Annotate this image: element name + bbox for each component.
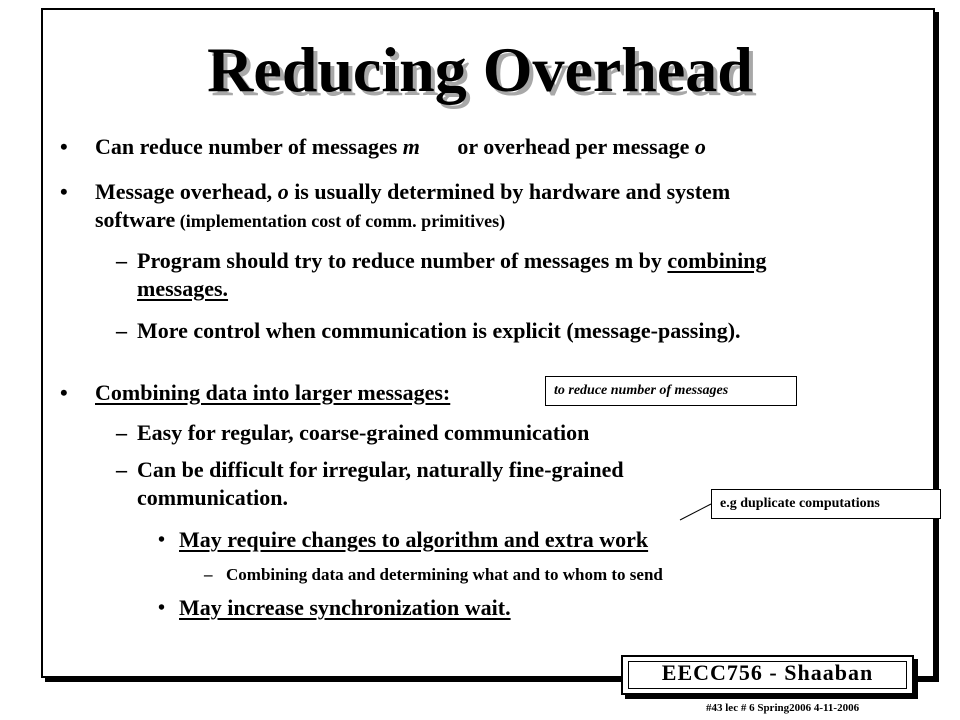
bullet-text: Message overhead, — [95, 179, 278, 204]
sub-text-underlined: combining — [667, 248, 767, 273]
sub-combining-line1 — [137, 248, 766, 274]
bullet-reduce-messages — [95, 134, 706, 160]
sub-difficult-line1: Can be difficult for irregular, naturally fine-grained — [137, 457, 624, 482]
bullet-text: is usually determined by hardware and system — [288, 179, 731, 204]
dash-marker: – — [116, 248, 127, 273]
sub-text: Program should try to reduce number of messages m by — [137, 248, 668, 273]
footer-meta: #43 lec # 6 Spring2006 4-11-2006 — [706, 702, 860, 714]
bullet-text: or overhead per message — [451, 134, 695, 159]
subsub-algorithm-changes: May require changes to algorithm and extra work — [179, 527, 649, 552]
sub-easy-regular: Easy for regular, coarse-grained communication — [137, 420, 590, 445]
dash-marker: – — [116, 420, 127, 445]
var-o: o — [277, 179, 289, 204]
var-m: m — [402, 134, 420, 159]
bullet-text: Can reduce number of messages — [95, 134, 403, 159]
bullet-marker: • — [60, 179, 68, 204]
subsub-sync-wait: May increase synchronization wait. — [179, 595, 511, 620]
sub-more-control: More control when communication is explicit (message-passing). — [137, 318, 741, 343]
bullet-marker: • — [60, 134, 68, 159]
sub-combining-line2 — [137, 276, 228, 302]
bullet-marker-small: • — [158, 597, 166, 619]
bullet-marker-small: • — [158, 529, 166, 551]
dash-marker-small: – — [204, 565, 213, 584]
var-o: o — [694, 134, 706, 159]
note-reduce-messages: to reduce number of messages — [545, 376, 797, 406]
bullet-overhead-line2 — [95, 207, 505, 234]
slide-title: Reducing Overhead — [207, 34, 753, 105]
bullet-overhead-line1 — [95, 179, 730, 205]
bullet-combining-data: Combining data into larger messages: — [95, 380, 451, 405]
bullet-text-small: (implementation cost of comm. primitives) — [175, 211, 506, 231]
footer-course-box — [621, 655, 914, 695]
sub-text-underlined: messages. — [137, 276, 229, 301]
detail-combining-data: Combining data and determining what and to whom to send — [226, 565, 663, 584]
note-duplicate-computations: e.g duplicate computations — [711, 489, 941, 519]
dash-marker: – — [116, 457, 127, 482]
footer-course-label: EECC756 - Shaaban — [661, 660, 874, 685]
bullet-marker: • — [60, 380, 68, 405]
bullet-text: software — [95, 207, 176, 232]
sub-difficult-line2: communication. — [137, 485, 288, 510]
dash-marker: – — [116, 318, 127, 343]
